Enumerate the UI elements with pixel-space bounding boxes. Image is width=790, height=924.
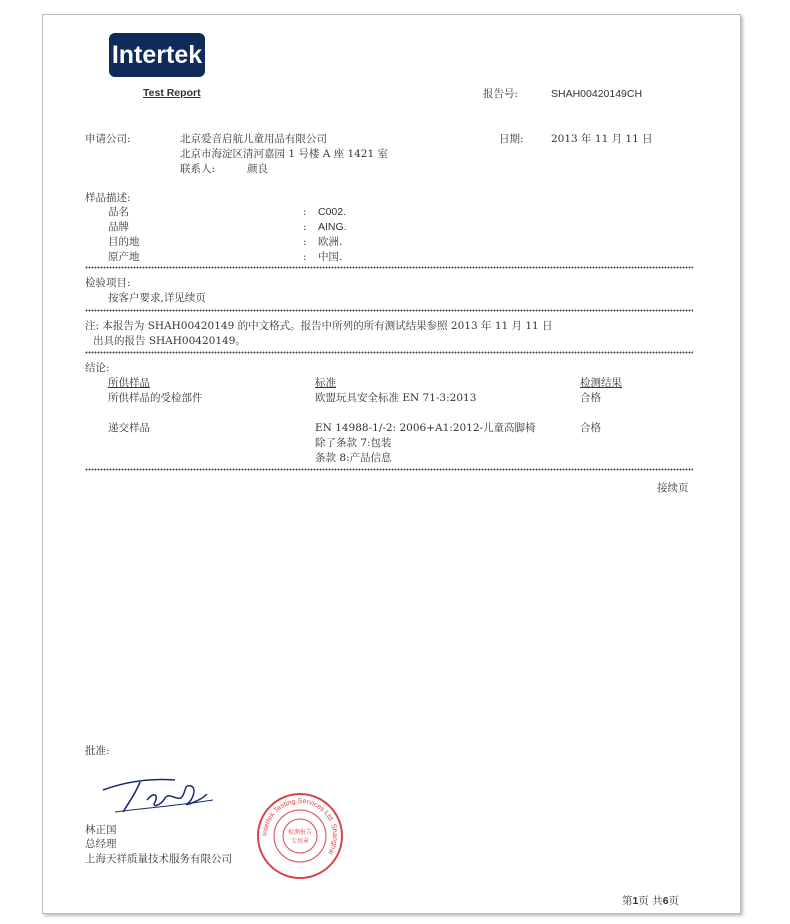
svg-text:Intertek Testing Services Ltd.: Intertek Testing Services Ltd. Shanghai bbox=[261, 797, 339, 856]
conclusion-result: 合格 bbox=[580, 422, 601, 434]
svg-text:检测报告: 检测报告 bbox=[287, 829, 313, 836]
sample-label: 目的地 bbox=[108, 236, 140, 248]
sample-value: C002. bbox=[318, 206, 347, 218]
col-header-result: 检测结果 bbox=[580, 377, 622, 389]
sample-value: AING. bbox=[318, 221, 347, 233]
report-date: 2013 年 11 月 11 日 bbox=[551, 133, 653, 145]
sample-colon: : bbox=[303, 251, 307, 263]
sample-colon: : bbox=[303, 206, 307, 218]
report-no: SHAH00420149CH bbox=[551, 88, 643, 100]
date-label: 日期: bbox=[499, 133, 524, 145]
conclusion-sample: 递交样品 bbox=[108, 422, 150, 434]
sample-value: 欧洲. bbox=[318, 236, 343, 248]
star-divider bbox=[85, 309, 693, 312]
col-header-standard: 标准 bbox=[315, 377, 336, 389]
star-divider bbox=[85, 468, 693, 471]
test-items-text: 按客户要求,详见续页 bbox=[108, 292, 206, 304]
exclusion-line: 除了条款 7:包装 bbox=[315, 437, 392, 449]
sample-title: 样品描述: bbox=[85, 192, 131, 204]
contact-label: 联系人: bbox=[180, 163, 216, 175]
company-seal bbox=[256, 792, 344, 880]
report-no-label: 报告号: bbox=[483, 88, 519, 100]
conclusion-standard: EN 14988-1/-2: 2006+A1:2012-儿童高脚椅 bbox=[315, 422, 536, 434]
svg-text:专用章: 专用章 bbox=[290, 838, 310, 845]
contact-name: 颜良 bbox=[247, 163, 268, 175]
test-report-title: Test Report bbox=[143, 87, 201, 99]
note-line-1: 注: 本报告为 SHAH00420149 的中文格式。报告中所列的所有测试结果参照 2013 年 11 月 11 日 bbox=[85, 320, 553, 332]
sample-label: 品牌 bbox=[108, 221, 129, 233]
applicant-label: 申请公司: bbox=[85, 133, 131, 145]
test-items-title: 检验项目: bbox=[85, 277, 131, 289]
approver-company: 上海天祥质量技术服务有限公司 bbox=[85, 853, 232, 865]
approval-label: 批准: bbox=[85, 745, 110, 757]
conclusion-standard: 欧盟玩具安全标准 EN 71-3:2013 bbox=[315, 392, 477, 404]
approver-title: 总经理 bbox=[85, 838, 117, 850]
sample-colon: : bbox=[303, 236, 307, 248]
continued-note: 接续页 bbox=[657, 482, 689, 494]
page-number: 第1页 共6页 bbox=[622, 895, 680, 907]
intertek-logo: Intertek bbox=[109, 33, 205, 77]
star-divider bbox=[85, 266, 693, 269]
sample-value: 中国. bbox=[318, 251, 343, 263]
conclusion-title: 结论: bbox=[85, 362, 110, 374]
star-divider bbox=[85, 351, 693, 354]
note-line-2: 出具的报告 SHAH00420149。 bbox=[93, 335, 246, 347]
applicant-address: 北京市海淀区清河嘉园 1 号楼 A 座 1421 室 bbox=[180, 148, 389, 160]
sample-colon: : bbox=[303, 221, 307, 233]
conclusion-sample: 所供样品的受检部件 bbox=[108, 392, 203, 404]
col-header-sample: 所供样品 bbox=[108, 377, 150, 389]
applicant-company: 北京爱音启航儿童用品有限公司 bbox=[180, 133, 327, 145]
approver-name: 林正国 bbox=[85, 824, 117, 836]
conclusion-result: 合格 bbox=[580, 392, 601, 404]
sample-label: 品名 bbox=[108, 206, 129, 218]
sample-label: 原产地 bbox=[108, 251, 140, 263]
exclusion-line: 条款 8:产品信息 bbox=[315, 452, 392, 464]
signature bbox=[95, 770, 225, 820]
